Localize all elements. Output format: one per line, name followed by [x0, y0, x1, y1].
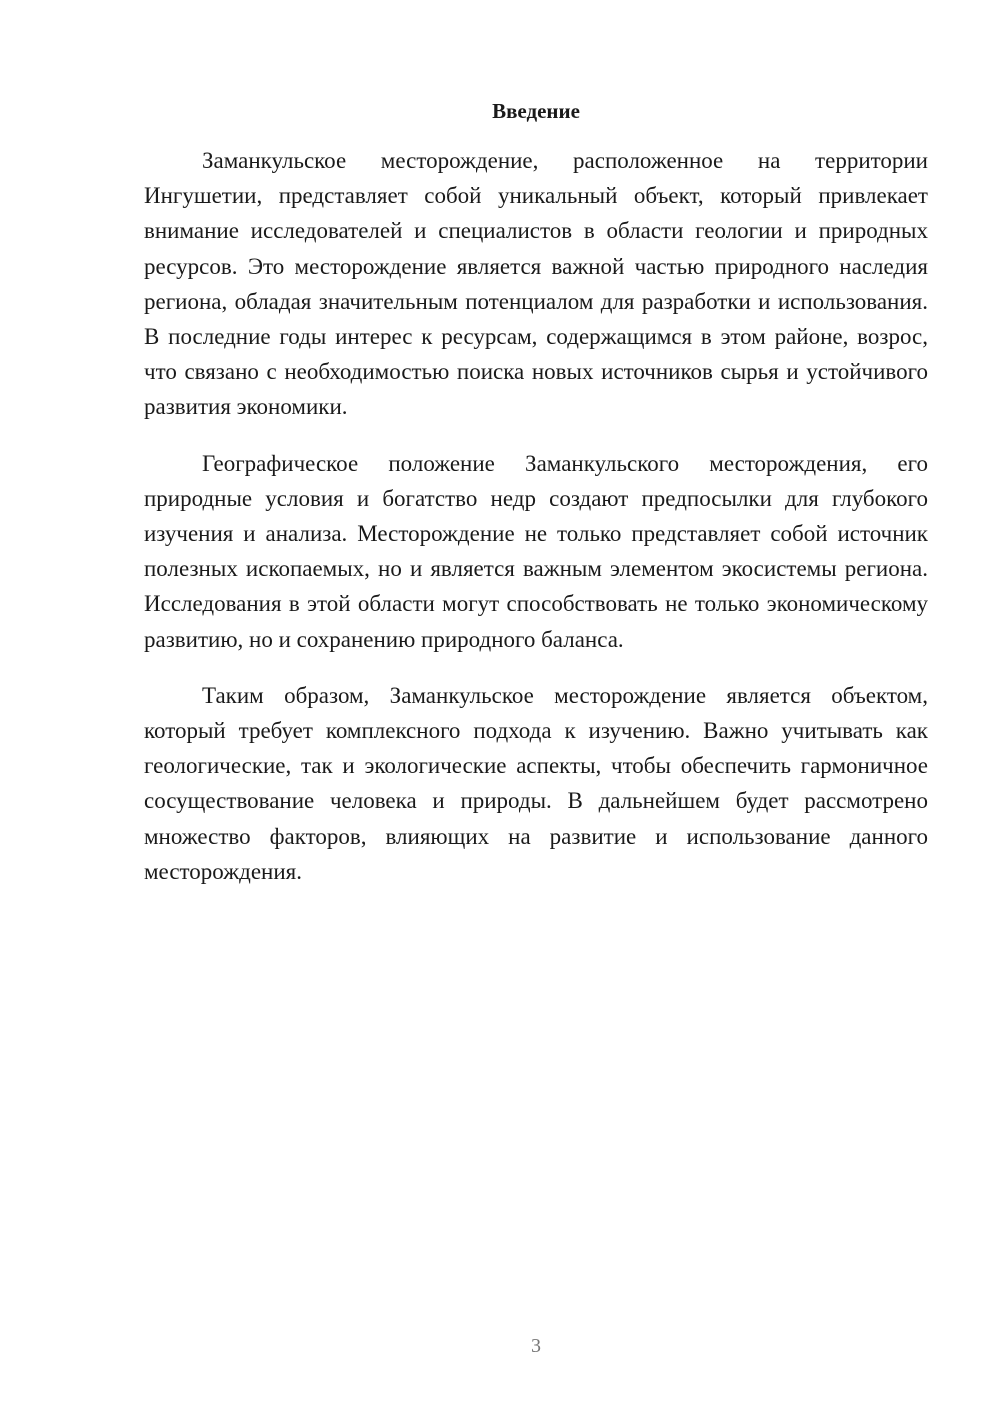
- paragraph-3: Таким образом, Заманкульское месторождение является объектом, который требует комплексного подхода к изучению. Важно учитывать как геологические, так и экологические аспекты, чтобы обеспечить гармоничное сосуществование человека и природы. В дальнейшем будет рассмотрено множество факторов, влияющих на развитие и использование данного месторождения.: [144, 682, 928, 884]
- section-heading: Введение: [492, 99, 580, 123]
- body-text: [144, 143, 928, 910]
- paragraph-2: Географическое положение Заманкульского месторождения, его природные условия и богатство недр создают предпосылки для глубокого изучения и анализа. Месторождение не только представляет собой источник полезных ископаемых, но и является важным элементом экосистемы региона. Исследования в этой области могут способствовать не только экономическому развитию, но и сохранению природного баланса.: [144, 450, 928, 652]
- paragraph-1: Заманкульское месторождение, расположенное на территории Ингушетии, представляет собой уникальный объект, который привлекает внимание исследователей и специалистов в области геологии и природных ресурсов. Это месторождение является важной частью природного наследия региона, обладая значительным потенциалом для разработки и использования. В последние годы интерес к ресурсам, содержащимся в этом районе, возрос, что связано с необходимостью поиска новых источников сырья и устойчивого развития экономики.: [144, 148, 928, 420]
- page-number: 3: [531, 1335, 541, 1357]
